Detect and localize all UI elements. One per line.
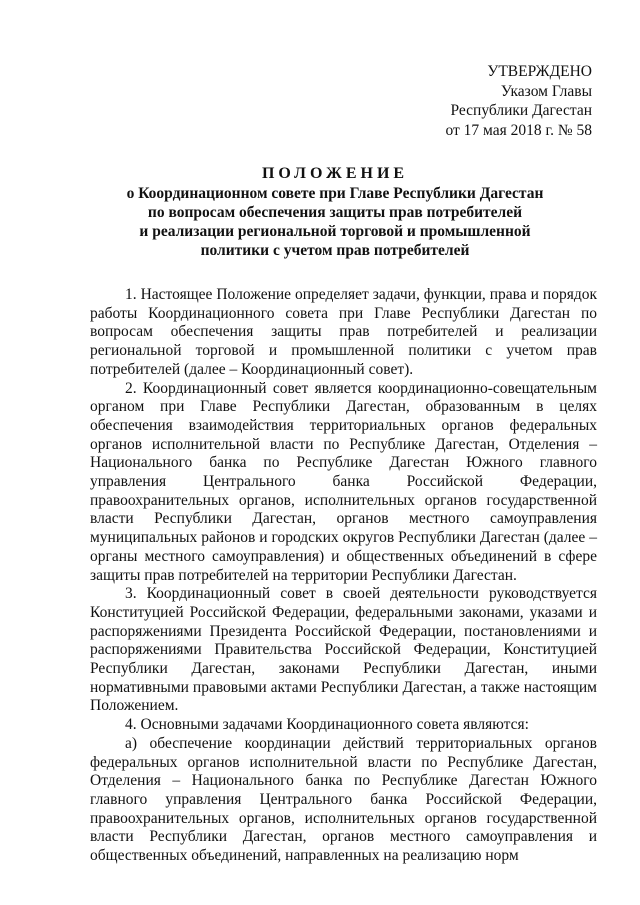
title-line-1: о Координационном совете при Главе Республики Дагестан [126, 185, 544, 202]
paragraph-4a: а) обеспечение координации действий территориальных органов федеральных органов исполнительной власти по Республике Дагестан, Отделения – Национального банка по Республике Дагестан Южного главного управления Центрального банка Российской Федерации, правоохранительных органов, исполнительных органов государственной власти Республики Дагестан, органов местного самоуправления и общественных объединений, направленных на реализацию норм [90, 734, 597, 865]
approval-label: УТВЕРЖДЕНО [487, 63, 592, 80]
approval-decree: Указом Главы [500, 82, 592, 100]
document-title [70, 164, 600, 260]
paragraph-1: 1. Настоящее Положение определяет задачи, функции, права и порядок работы Координационного совета при Главе Республики Дагестан по вопросам обеспечения защиты прав потребителей и реализации региональной торговой и промышленной политики с учетом прав потребителей (далее – Координационный совет). [90, 286, 597, 378]
title-line-3: и реализации региональной торговой и промышленной [139, 223, 531, 240]
document-heading: ПОЛОЖЕНИЕ [261, 165, 409, 182]
approval-stamp [445, 62, 592, 140]
paragraph-3: 3. Координационный совет в своей деятельности руководствуется Конституцией Российской Федерации, федеральными законами, указами и распоряжениями Президента Российской Федерации, постановлениями и распоряжениями Правительства Российской Федерации, Конституцией Республики Дагестан, законами Республики Дагестан, иными нормативными правовыми актами Республики Дагестан, а также настоящим Положением. [90, 585, 597, 715]
approval-date: от 17 мая 2018 г. № 58 [445, 121, 592, 139]
paragraph-4: 4. Основными задачами Координационного совета являются: [125, 716, 529, 734]
approval-republic: Республики Дагестан [450, 102, 592, 119]
title-line-2: по вопросам обеспечения защиты прав потребителей [147, 204, 523, 221]
title-line-4: политики с учетом прав потребителей [200, 242, 470, 259]
document-body [90, 286, 597, 866]
paragraph-2: 2. Координационный совет является координационно-совещательным органом при Главе Республики Дагестан, образованным в целях обеспечения взаимодействия территориальных органов федеральных органов исполнительной власти по Республике Дагестан, Отделения – Национального банка по Республике Дагестан Южного главного управления Центрального банка Российской Федерации, правоохранительных органов, исполнительных органов государственной власти Республики Дагестан, органов местного самоуправления муниципальных районов и городских округов Республики Дагестан (далее – органы местного самоуправления) и общественных объединений в сфере защиты прав потребителей на территории Республики Дагестан. [90, 379, 597, 584]
